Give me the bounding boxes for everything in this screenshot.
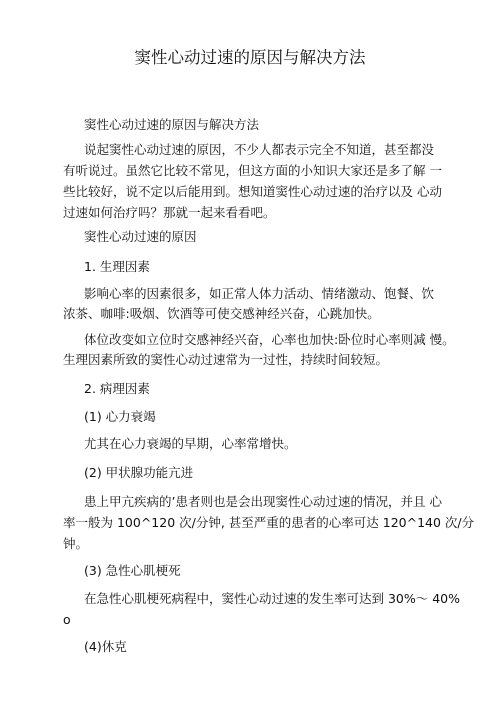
sub3-line-2: o: [63, 612, 71, 627]
s1-p2-line-2: 生理因素所致的窦性心动过速常为一过性，持续时间较短。: [63, 352, 389, 367]
s1-p1-line-1: 影响心率的因素很多，如正常人体力活动、情绪激动、饱餐、饮: [84, 286, 435, 301]
page-title: 窦性心动过速的原因与解决方法: [134, 48, 366, 67]
section-heading: 窦性心动过速的原因与解决方法: [84, 117, 260, 132]
s1-p2-line-1: 体位改变如立位时交感神经兴奋，心率也加快:卧位时心率则减 慢。: [84, 332, 455, 347]
subsection-2-heading: (2) 甲状腺功能亢进: [84, 465, 194, 480]
sub2-line-3: 钟。: [63, 536, 89, 551]
subsection-1-heading: (1) 心力衰竭: [84, 409, 156, 424]
intro-line-4: 过速如何治疗吗？那就一起来看看吧。: [63, 205, 276, 220]
section-1-heading: 1. 生理因素: [84, 259, 150, 274]
sub2-line-1: 患上甲亢疾病的’患者则也是会出现窦性心动过速的情况，并且 心: [84, 494, 442, 509]
causes-heading: 窦性心动过速的原因: [84, 229, 197, 244]
subsection-1-text: 尤其在心力衰竭的早期，心率常增快。: [84, 436, 297, 451]
intro-line-2: 有听说过。虽然它比较不常见，但这方面的小知识大家还是多了解 一: [63, 163, 442, 178]
intro-line-3: 些比较好，说不定以后能用到。想知道窦性心动过速的治疗以及 心动: [63, 184, 442, 199]
sub3-line-1: 在急性心肌梗死病程中，窦性心动过速的发生率可达到 30%〜 40%: [84, 591, 461, 606]
s1-p1-line-2: 浓茶、咖啡:吸烟、饮酒等可使交感神经兴奋，心跳加快。: [63, 306, 380, 321]
subsection-4-heading: (4)休克: [84, 639, 127, 654]
section-2-heading: 2. 病理因素: [84, 381, 150, 396]
intro-line-1: 说起窦性心动过速的原因，不少人都表示完全不知道，甚至都没: [84, 142, 435, 157]
sub2-line-2: 率一般为 100^120 次/分钟, 甚至严重的患者的心率可达 120^140 次/分: [63, 515, 475, 530]
subsection-3-heading: (3) 急性心肌梗死: [84, 563, 181, 578]
